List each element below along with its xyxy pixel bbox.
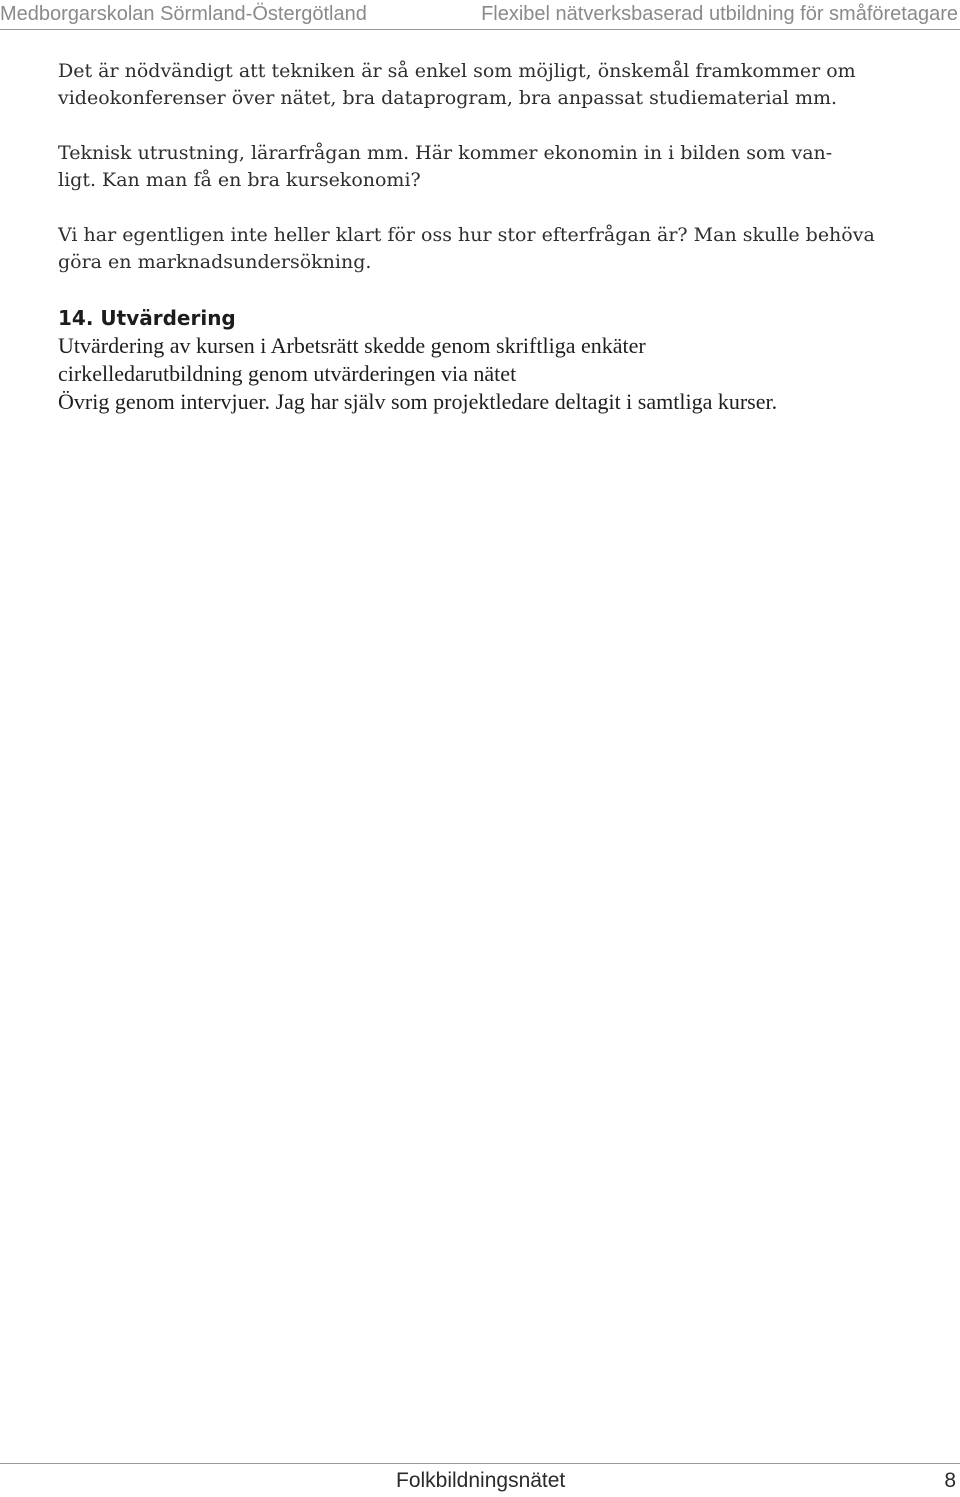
paragraph-economy [58,140,918,194]
section-line: Utvärdering av kursen i Arbetsrätt skedde genom skriftliga enkäter [58,333,646,358]
section-evaluation [58,304,918,416]
paragraph-technology [58,58,918,112]
page-footer [0,1463,960,1497]
paragraph-line: ligt. Kan man få en bra kursekonomi? [58,169,421,191]
paragraph-line: göra en marknadsundersökning. [58,251,372,273]
paragraph-demand [58,222,918,276]
footer-title: Folkbildningsnätet [396,1469,566,1492]
section-line: Övrig genom intervjuer. Jag har själv som projektledare deltagit i samtliga kurser. [58,389,778,414]
section-line: cirkelledarutbildning genom utvärderingen via nätet [58,361,517,386]
header-document-title: Flexibel nätverksbaserad utbildning för småföretagare [481,3,958,25]
paragraph-line: Vi har egentligen inte heller klart för oss hur stor efterfrågan är? Man skulle behöva [58,224,875,246]
paragraph-line: Det är nödvändigt att tekniken är så enkel som möjligt, önskemål framkommer om [58,60,856,82]
paragraph-line: Teknisk utrustning, lärarfrågan mm. Här kommer ekonomin in i bilden som van- [58,142,833,164]
page-header [0,0,960,30]
page-content [58,58,918,416]
paragraph-line: videokonferenser över nätet, bra dataprogram, bra anpassat studiematerial mm. [58,87,838,109]
header-organization: Medborgarskolan Sörmland-Östergötland [0,3,367,25]
section-heading: 14. Utvärdering [58,306,236,330]
page-number: 8 [944,1469,956,1492]
